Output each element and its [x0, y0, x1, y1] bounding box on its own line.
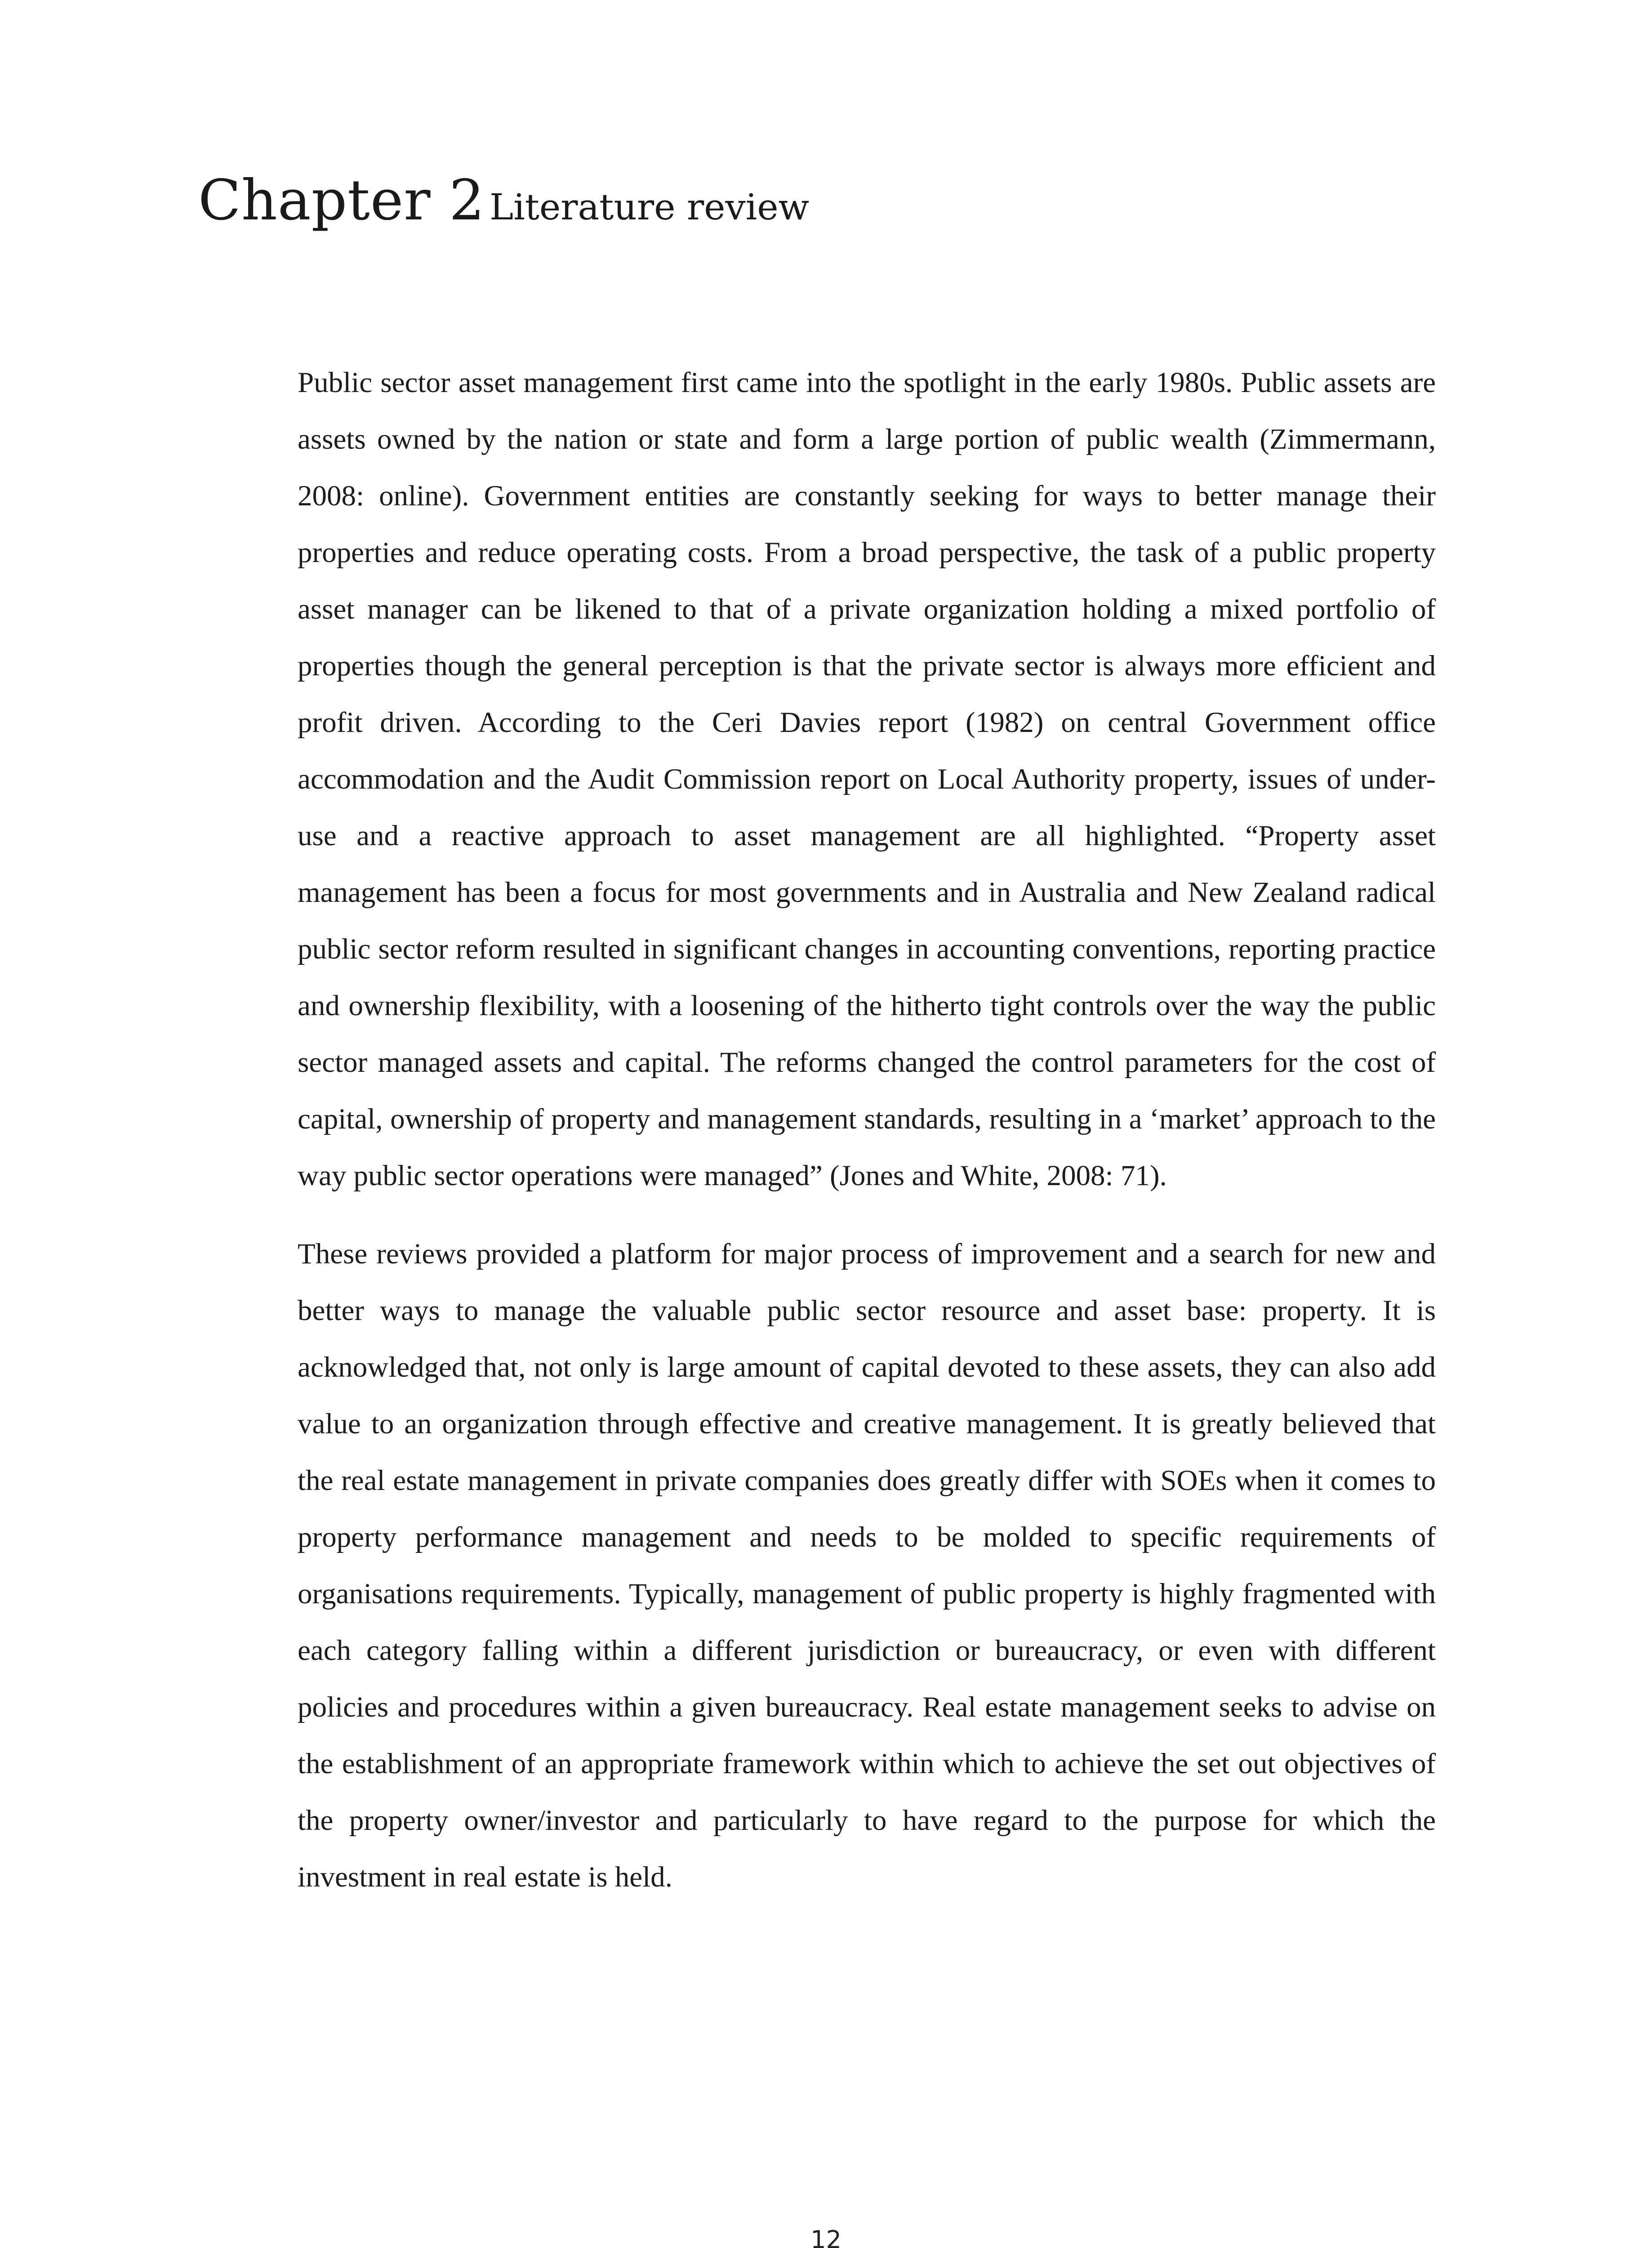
body-text	[298, 354, 1436, 1905]
chapter-heading	[198, 168, 810, 233]
chapter-label: Chapter 2	[198, 168, 485, 233]
page-number: 12	[810, 2226, 842, 2248]
paragraph-2: These reviews provided a platform for major process of improvement and a search for new and better ways to manage the valuable public sector resource and asset base: property. It is acknowledged that, not only is large amount of capital devoted to these assets, they can also add value to an organization through effective and creative management. It is greatly believed that the real estate management in private companies does greatly differ with SOEs when it comes to property performance management and needs to be molded to specific requirements of organisations requirements. Typically, management of public property is highly fragmented with each category falling within a different jurisdiction or bureaucracy, or even with different policies and procedures within a given bureaucracy. Real estate management seeks to advise on the establishment of an appropriate framework within which to achieve the set out objectives of the property owner/investor and particularly to have regard to the purpose for which the investment in real estate is held.	[298, 1238, 1436, 1893]
chapter-title: Literature review	[490, 186, 810, 228]
paragraph-1: Public sector asset management first came into the spotlight in the early 1980s. Public assets are assets owned by the nation or state and form a large portion of public wealth (Zimmermann, 2008: online). Government entities are constantly seeking for ways to better manage their properties and reduce operating costs. From a broad perspective, the task of a public property asset manager can be likened to that of a private organization holding a mixed portfolio of properties though the general perception is that the private sector is always more efficient and profit driven. According to the Ceri Davies report (1982) on central Government office accommodation and the Audit Commission report on Local Authority property, issues of under-use and a reactive approach to asset management are all highlighted. “Property asset management has been a focus for most governments and in Australia and New Zealand radical public sector reform resulted in significant changes in accounting conventions, reporting practice and ownership flexibility, with a loosening of the hitherto tight controls over the way the public sector managed assets and capital. The reforms changed the control parameters for the cost of capital, ownership of property and management standards, resulting in a ‘market’ approach to the way public sector operations were managed” (Jones and White, 2008: 71).	[298, 366, 1436, 1192]
